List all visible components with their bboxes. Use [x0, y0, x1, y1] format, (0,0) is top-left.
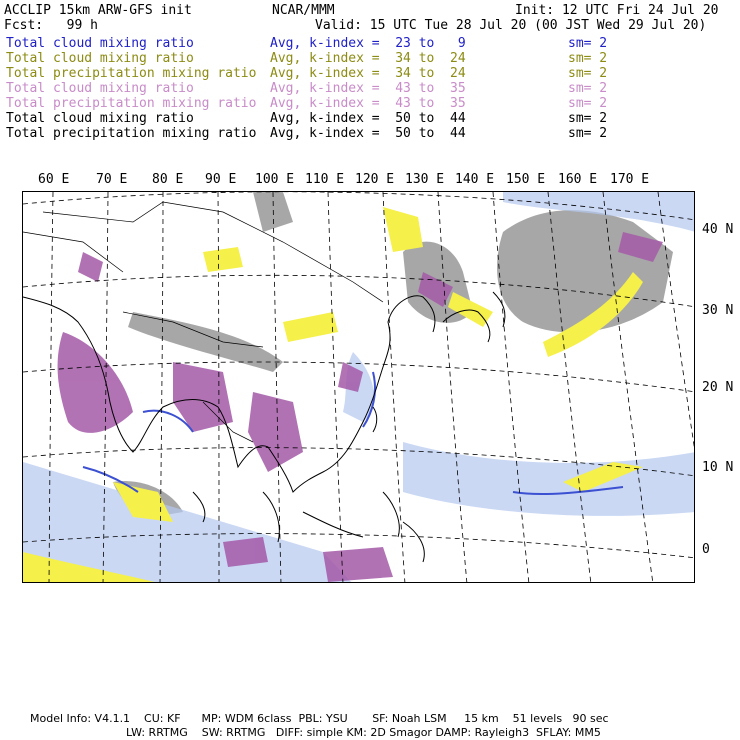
center-label: NCAR/MMM [272, 3, 335, 18]
legend-k-index: Avg, k-index = 43 to 35 [270, 81, 466, 96]
longitude-label: 90 E [205, 172, 237, 187]
legend-k-index: Avg, k-index = 23 to 9 [270, 36, 466, 51]
longitude-label: 100 E [255, 172, 295, 187]
longitude-label: 160 E [558, 172, 598, 187]
latitude-label: 0 [702, 542, 710, 557]
longitude-label: 140 E [455, 172, 495, 187]
longitude-label: 80 E [152, 172, 184, 187]
legend-field-name: Total cloud mixing ratio [6, 51, 194, 66]
legend-k-index: Avg, k-index = 34 to 24 [270, 51, 466, 66]
valid-time: Valid: 15 UTC Tue 28 Jul 20 (00 JST Wed 29 Jul 20) [315, 18, 707, 33]
model-title: ACCLIP 15km ARW-GFS init [4, 3, 192, 18]
legend-field-name: Total precipitation mixing ratio [6, 126, 257, 141]
latitude-label: 40 N [702, 222, 734, 237]
map-panel [22, 191, 695, 583]
legend-field-name: Total precipitation mixing ratio [6, 66, 257, 81]
model-info-line2: LW: RRTMG SW: RRTMG DIFF: simple KM: 2D Smagor DAMP: Rayleigh3 SFLAY: MM5 [126, 726, 601, 739]
legend-smoothing: sm= 2 [568, 111, 608, 126]
legend-smoothing: sm= 2 [568, 66, 608, 81]
legend-k-index: Avg, k-index = 50 to 44 [270, 126, 466, 141]
longitude-label: 60 E [38, 172, 70, 187]
latitude-label: 20 N [702, 380, 734, 395]
longitude-label: 130 E [405, 172, 445, 187]
latitude-label: 30 N [702, 303, 734, 318]
map-svg [23, 192, 695, 583]
legend-field-name: Total cloud mixing ratio [6, 111, 194, 126]
legend-smoothing: sm= 2 [568, 36, 608, 51]
legend-k-index: Avg, k-index = 50 to 44 [270, 111, 466, 126]
init-time: Init: 12 UTC Fri 24 Jul 20 [515, 3, 719, 18]
legend-field-name: Total precipitation mixing ratio [6, 96, 257, 111]
latitude-label: 10 N [702, 460, 734, 475]
legend-field-name: Total cloud mixing ratio [6, 36, 194, 51]
legend-k-index: Avg, k-index = 43 to 35 [270, 96, 466, 111]
legend-field-name: Total cloud mixing ratio [6, 81, 194, 96]
legend-smoothing: sm= 2 [568, 126, 608, 141]
longitude-label: 120 E [355, 172, 395, 187]
legend-smoothing: sm= 2 [568, 81, 608, 96]
forecast-hour: Fcst: 99 h [4, 18, 98, 33]
legend-smoothing: sm= 2 [568, 96, 608, 111]
legend-k-index: Avg, k-index = 34 to 24 [270, 66, 466, 81]
longitude-label: 150 E [506, 172, 546, 187]
longitude-label: 110 E [305, 172, 345, 187]
longitude-label: 170 E [610, 172, 650, 187]
model-info-line1: Model Info: V4.1.1 CU: KF MP: WDM 6class PBL: YSU SF: Noah LSM 15 km 51 levels 90 sec [30, 712, 609, 725]
longitude-label: 70 E [96, 172, 128, 187]
legend-smoothing: sm= 2 [568, 51, 608, 66]
